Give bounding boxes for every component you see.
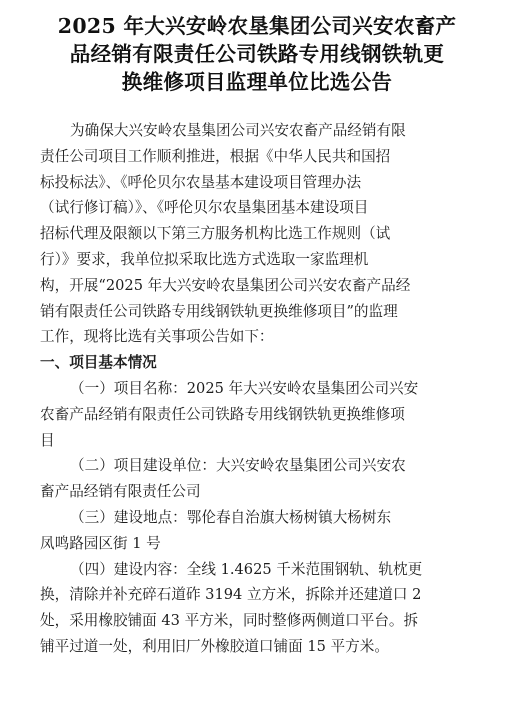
- intro-line: 为确保大兴安岭农垦集团公司兴安农畜产品经销有限: [70, 122, 406, 139]
- project-name-line: 目: [40, 431, 55, 449]
- project-name-line: 农畜产品经销有限责任公司铁路专用线钢铁轨更换维修项: [40, 405, 405, 423]
- construction-unit-line: 畜产品经销有限责任公司: [40, 483, 201, 501]
- project-name-line: （一）项目名称：2025 年大兴安岭农垦集团公司兴安: [70, 379, 419, 397]
- construction-content-line: 铺平过道一处，利用旧厂外橡胶道口铺面 15 平方米。: [40, 637, 389, 655]
- intro-line: 责任公司项目工作顺利推进，根据《中华人民共和国招: [40, 147, 391, 165]
- project-name-paragraph: [40, 376, 480, 453]
- intro-line: 构，开展“2025 年大兴安岭农垦集团公司兴安农畜产品经: [40, 276, 411, 294]
- document-title: [28, 12, 486, 96]
- title-line-3: 换维修项目监理单位比选公告: [121, 70, 393, 94]
- intro-line: 招标代理及限额以下第三方服务机构比选工作规则（试: [40, 225, 391, 243]
- construction-content-paragraph: [40, 557, 480, 660]
- intro-line: 工作，现将比选有关事项公告如下：: [40, 328, 274, 346]
- section-heading: 一、项目基本情况: [40, 354, 157, 372]
- intro-line: 行）》要求，我单位拟采取比选方式选取一家监理机: [40, 250, 369, 268]
- intro-line: 销有限责任公司铁路专用线钢铁轨更换维修项目”的监理: [40, 302, 398, 320]
- document-body: [40, 118, 480, 660]
- construction-unit-line: （二）项目建设单位：大兴安岭农垦集团公司兴安农: [70, 457, 406, 475]
- intro-line: 标投标法》、《呼伦贝尔农垦基本建设项目管理办法: [40, 173, 362, 191]
- construction-content-line: 换，清除并补充碎石道砟 3194 立方米，拆除并还建道口 2: [40, 586, 422, 604]
- construction-content-line: （四）建设内容：全线 1.4625 千米范围钢轨、轨枕更: [70, 560, 423, 578]
- construction-site-line: 凤鸣路园区街 1 号: [40, 534, 161, 552]
- title-line-1: 2025 年大兴安岭农垦集团公司兴安农畜产: [57, 14, 457, 38]
- construction-unit-paragraph: [40, 453, 480, 505]
- construction-site-line: （三）建设地点：鄂伦春自治旗大杨树镇大杨树东: [70, 508, 392, 526]
- intro-paragraph: [40, 118, 480, 350]
- intro-line: （试行修订稿）》、《呼伦贝尔农垦集团基本建设项目: [40, 199, 369, 217]
- construction-content-line: 处，采用橡胶铺面 43 平方米，同时整修两侧道口平台。拆: [40, 612, 419, 630]
- construction-site-paragraph: [40, 505, 480, 557]
- title-line-2: 品经销有限责任公司铁路专用线钢铁轨更: [69, 42, 445, 66]
